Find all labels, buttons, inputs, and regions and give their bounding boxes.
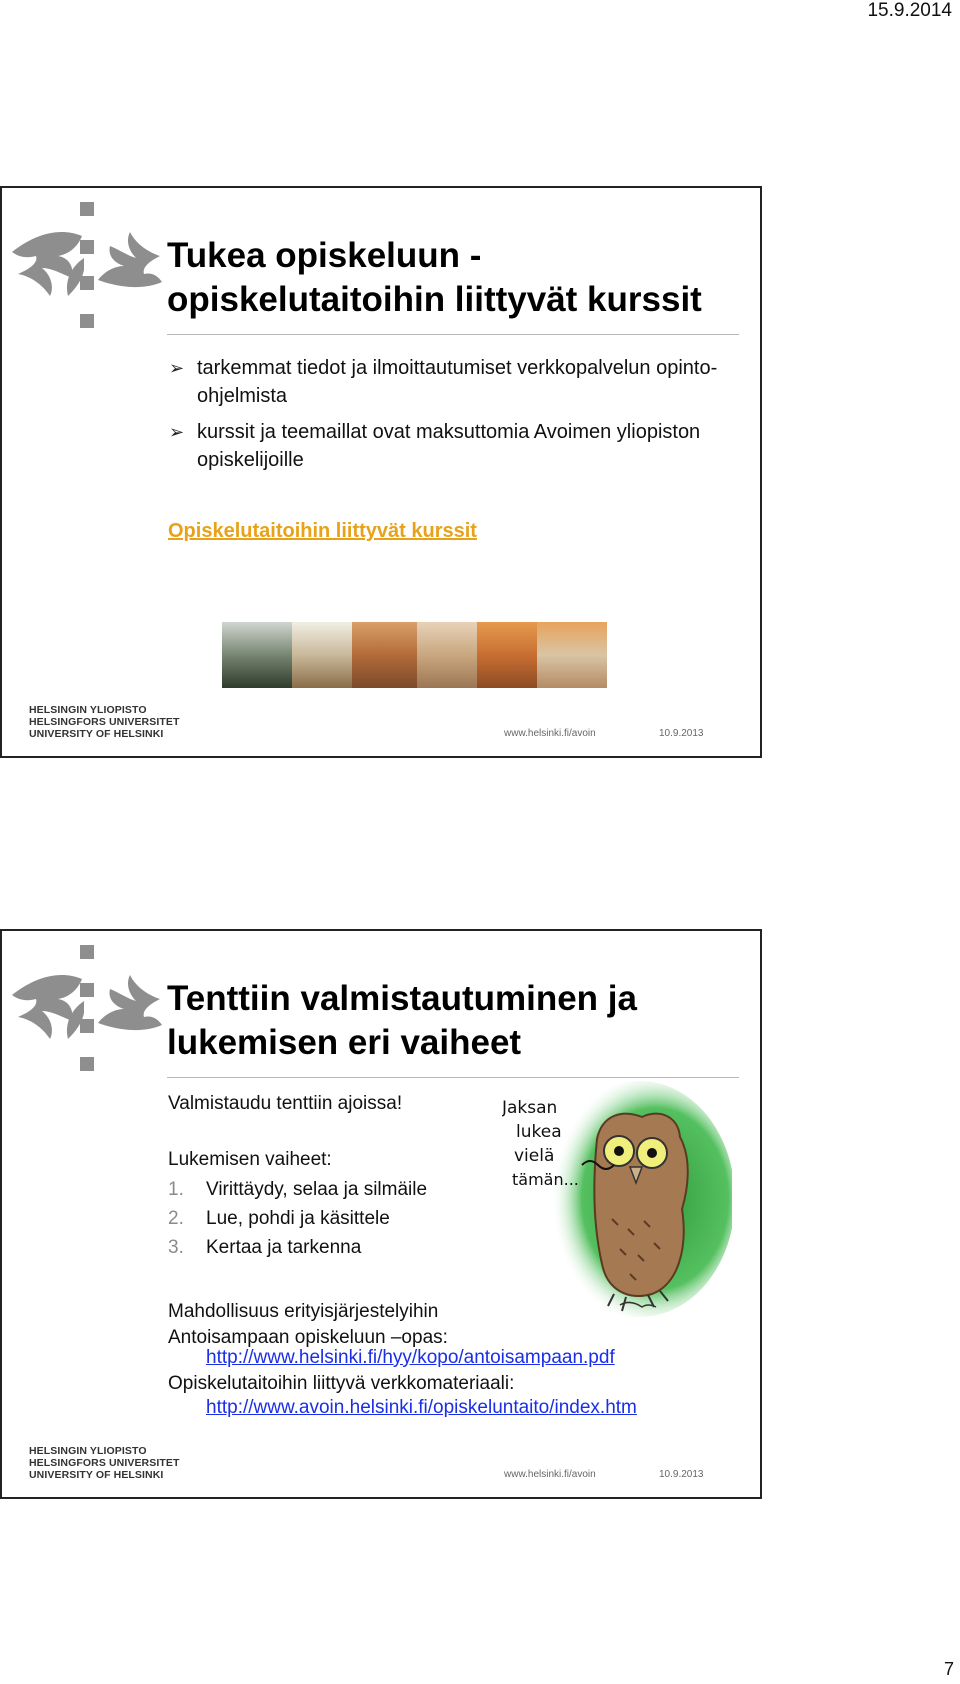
title-divider [167,1077,739,1078]
list-item [167,418,747,474]
list-text: Virittäydy, selaa ja silmäile [206,1179,428,1200]
material-label: Opiskelutaitoihin liittyvä verkkomateriaali: [168,1373,515,1394]
page-number: 7 [943,1659,954,1679]
phases-list [168,1175,427,1262]
wordmark-line: HELSINGIN YLIOPISTO [29,1445,147,1457]
university-flame-logo-icon [12,939,162,1079]
wordmark-line: HELSINGFORS UNIVERSITET [29,1457,180,1469]
list-item [168,1233,427,1262]
list-item [168,1204,427,1233]
intro-text: Valmistaudu tenttiin ajoissa! [168,1093,403,1114]
list-text: Kertaa ja tarkenna [206,1237,362,1258]
owl-cartoon [502,1079,732,1329]
bullet-list [167,354,747,482]
university-flame-logo-icon [12,196,162,336]
title-line-2: opiskelutaitoihin liittyvät kurssit [167,280,702,319]
bullet-text: kurssit ja teemaillat ovat maksuttomia Avoimen yliopiston opiskelijoille [197,421,701,471]
wordmark-line: UNIVERSITY OF HELSINKI [29,728,164,740]
material-link[interactable]: http://www.avoin.helsinki.fi/opiskeluntaito/index.htm [206,1397,637,1418]
list-item [168,1175,427,1204]
title-line-1: Tukea opiskeluun - [167,236,482,275]
footer-url: www.helsinki.fi/avoin [504,728,596,739]
photo-collage [222,622,607,688]
wordmark-line: HELSINGIN YLIOPISTO [29,704,147,716]
slide-1-title [167,234,747,322]
arrow-bullet-icon: ➢ [169,422,185,442]
footer-date: 10.9.2013 [659,1469,704,1480]
list-number: 1. [168,1179,184,1200]
guide-label: Antoisampaan opiskeluun –opas: [168,1327,448,1348]
slide-1 [0,186,762,758]
footer-date: 10.9.2013 [659,728,704,739]
courses-link[interactable]: Opiskelutaitoihin liittyvät kurssit [168,520,477,542]
wordmark-line: HELSINGFORS UNIVERSITET [29,716,180,728]
cartoon-text: vielä [514,1146,555,1166]
cartoon-text: tämän... [512,1170,579,1189]
university-wordmark [29,704,179,740]
guide-link[interactable]: http://www.helsinki.fi/hyy/kopo/antoisampaan.pdf [206,1347,615,1368]
slide-2-title [167,977,747,1065]
slide-2 [0,929,762,1499]
title-line-2: lukemisen eri vaiheet [167,1023,522,1062]
title-divider [167,334,739,335]
footer-url: www.helsinki.fi/avoin [504,1469,596,1480]
university-wordmark [29,1445,179,1481]
list-number: 2. [168,1208,184,1229]
page-date: 15.9.2014 [867,0,952,21]
list-item [167,354,747,410]
arrow-bullet-icon: ➢ [169,358,185,378]
cartoon-text: Jaksan [502,1098,558,1118]
special-arrangements-text: Mahdollisuus erityisjärjestelyihin [168,1301,439,1322]
list-number: 3. [168,1237,184,1258]
bullet-text: tarkemmat tiedot ja ilmoittautumiset verkkopalvelun opinto-ohjelmista [197,357,718,407]
phases-heading: Lukemisen vaiheet: [168,1149,332,1170]
title-line-1: Tenttiin valmistautuminen ja [167,979,637,1018]
list-text: Lue, pohdi ja käsittele [206,1208,390,1229]
wordmark-line: UNIVERSITY OF HELSINKI [29,1469,164,1481]
cartoon-text: lukea [516,1122,562,1142]
